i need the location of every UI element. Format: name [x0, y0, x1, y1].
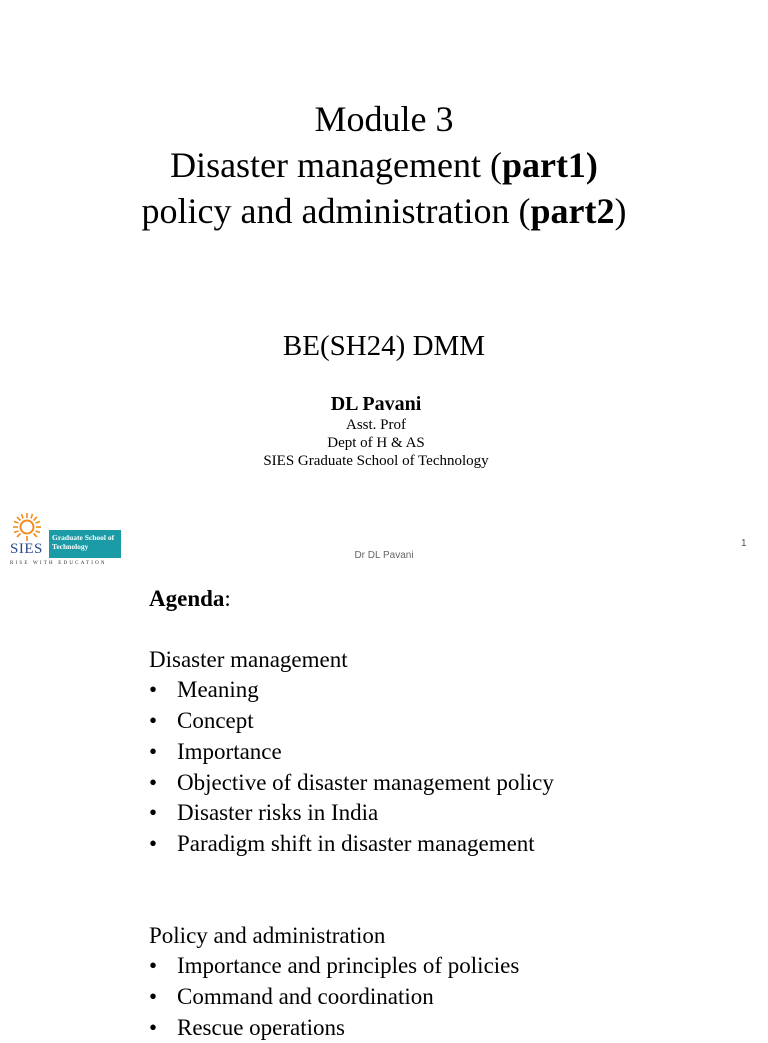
bullet-icon: • [149, 769, 158, 795]
sun-logo-icon [12, 512, 42, 542]
slide-footer: Dr DL Pavani [354, 550, 414, 561]
author-dept: Dept of H & AS [327, 435, 425, 451]
list-item: • Paradigm shift in disaster management [149, 829, 554, 860]
agenda-heading: Agenda: [149, 586, 231, 611]
logo-short-name: SIES [10, 541, 43, 557]
bullet-icon: • [149, 984, 158, 1010]
title-line-2: Disaster management (part1) [170, 145, 598, 185]
list-item: • Importance and principles of policies [149, 951, 554, 982]
list-item: • Objective of disaster management policy [149, 768, 554, 799]
slide-title [0, 96, 768, 234]
bullet-icon: • [149, 953, 158, 979]
author-name: DL Pavani [330, 393, 422, 415]
bullet-icon: • [149, 738, 158, 764]
agenda-slide [0, 576, 768, 1040]
section-title: Disaster management [149, 646, 348, 672]
section-title: Policy and administration [149, 922, 386, 948]
section-list [149, 675, 554, 859]
bullet-icon: • [149, 677, 158, 703]
list-item: • Command and coordination [149, 982, 554, 1013]
logo-tagline: RISE WITH EDUCATION [10, 561, 107, 566]
agenda-content [149, 584, 554, 1043]
bullet-icon: • [149, 800, 158, 826]
sies-logo [10, 512, 124, 570]
list-item: • Concept [149, 706, 554, 737]
logo-box: Graduate School of Technology [49, 530, 121, 558]
section-list [149, 951, 554, 1043]
list-item: • Disaster risks in India [149, 798, 554, 829]
author-institution: SIES Graduate School of Technology [263, 453, 489, 469]
bullet-icon: • [149, 708, 158, 734]
list-item: • Rescue operations [149, 1013, 554, 1043]
list-item: • Importance [149, 737, 554, 768]
author-role: Asst. Prof [345, 417, 406, 433]
title-line-1: Module 3 [314, 99, 454, 139]
author-block [0, 392, 752, 470]
title-line-3: policy and administration (part2) [141, 191, 627, 231]
course-code: BE(SH24) DMM [282, 330, 486, 362]
list-item: • Meaning [149, 675, 554, 706]
bullet-icon: • [149, 1014, 158, 1040]
bullet-icon: • [149, 830, 158, 856]
page-number: 1 [741, 538, 747, 549]
